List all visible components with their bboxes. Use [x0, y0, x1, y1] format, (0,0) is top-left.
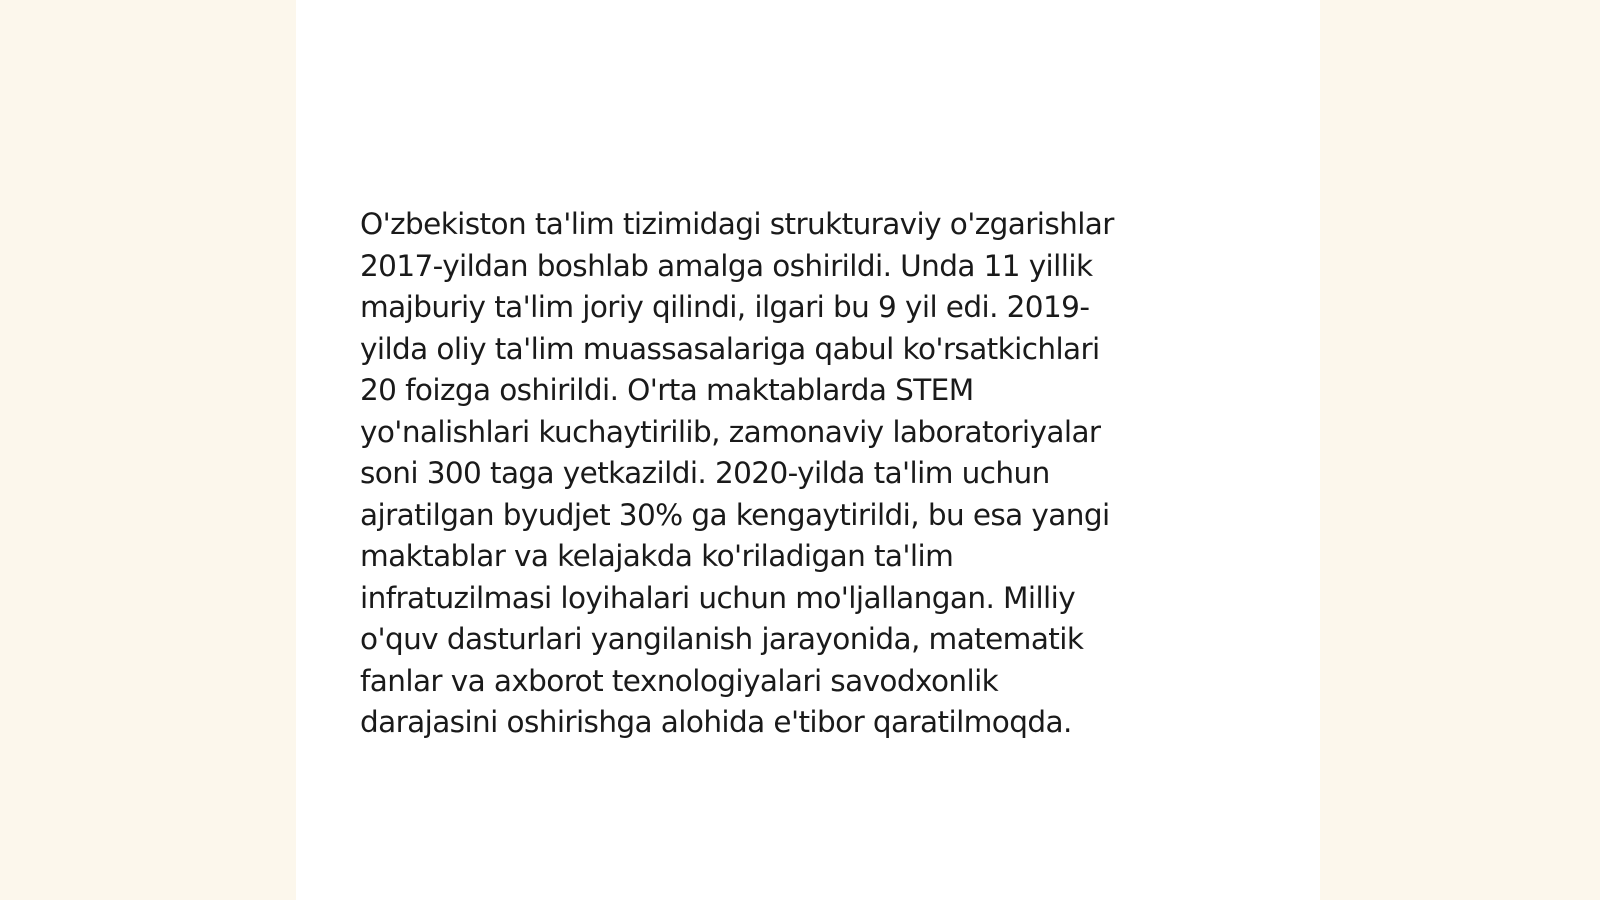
paragraph-line: ajratilgan byudjet 30% ga kengaytirildi, bu esa yangi [360, 497, 1110, 532]
paragraph-line: maktablar va kelajakda ko'riladigan ta'lim [360, 539, 954, 573]
paragraph-line: infratuzilmasi loyihalari uchun mo'ljallangan. Milliy [360, 580, 1076, 615]
paragraph-line: o'quv dasturlari yangilanish jarayonida, matematik [360, 622, 1084, 656]
paragraph-line: 20 foizga oshirildi. O'rta maktablarda STEM [360, 373, 974, 407]
document-page [296, 0, 1320, 900]
paragraph-line: soni 300 taga yetkazildi. 2020-yilda ta'lim uchun [360, 456, 1050, 490]
paragraph-line: 2017-yildan boshlab amalga oshirildi. Unda 11 yillik [360, 248, 1093, 283]
paragraph-line: darajasini oshirishga alohida e'tibor qaratilmoqda. [360, 705, 1072, 739]
paragraph-line: fanlar va axborot texnologiyalari savodxonlik [360, 663, 999, 698]
paragraph-line: yo'nalishlari kuchaytirilib, zamonaviy laboratoriyalar [360, 414, 1101, 449]
paragraph-line: O'zbekiston ta'lim tizimidagi strukturaviy o'zgarishlar [360, 207, 1114, 241]
body-paragraph [360, 204, 1230, 744]
paragraph-line: yilda oliy ta'lim muassasalariga qabul ko'rsatkichlari [360, 331, 1100, 366]
paragraph-line: majburiy ta'lim joriy qilindi, ilgari bu 9 yil edi. 2019- [360, 290, 1090, 324]
